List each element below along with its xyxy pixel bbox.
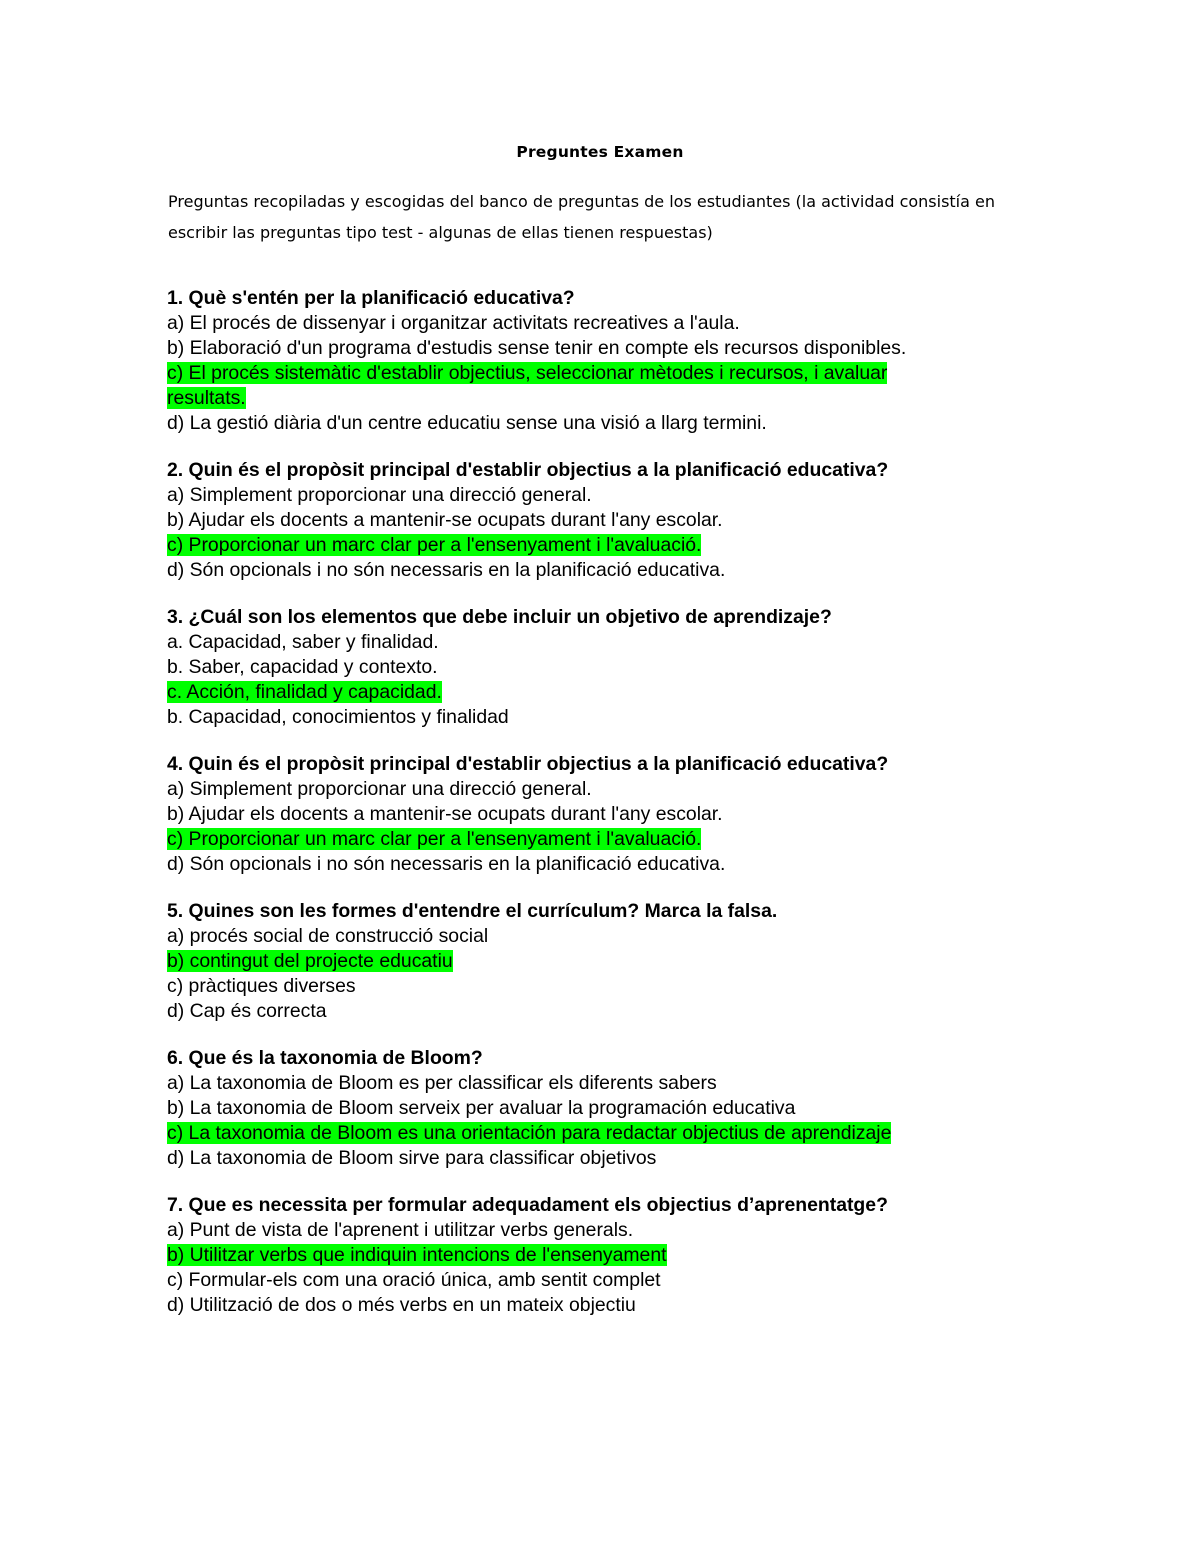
option-b: b) Ajudar els docents a mantenir-se ocupats durant l'any escolar. <box>167 509 723 531</box>
question-5 <box>167 899 1047 1024</box>
option-c <box>167 680 1047 705</box>
highlighted-answer: c. Acción, finalidad y capacidad. <box>167 681 442 703</box>
option-d: d) Són opcionals i no són necessaris en la planificació educativa. <box>167 853 726 875</box>
option-c <box>167 827 1047 852</box>
question-title: 2. Quin és el propòsit principal d'establir objectius a la planificació educativa? <box>167 459 889 481</box>
highlighted-answer: b) Utilitzar verbs que indiquin intencions de l'ensenyament <box>167 1244 667 1266</box>
question-2 <box>167 458 1047 583</box>
document-title: Preguntes Examen <box>516 143 684 161</box>
question-title: 4. Quin és el propòsit principal d'establir objectius a la planificació educativa? <box>167 753 889 775</box>
option-d: d) Utilització de dos o més verbs en un mateix objectiu <box>167 1294 636 1316</box>
highlighted-answer: c) Proporcionar un marc clar per a l'ensenyament i l'avaluació. <box>167 828 702 850</box>
question-title: 3. ¿Cuál son los elementos que debe incluir un objetivo de aprendizaje? <box>167 606 832 628</box>
option-a: a) El procés de dissenyar i organitzar activitats recreatives a l'aula. <box>167 312 740 334</box>
question-list <box>167 286 1047 1318</box>
option-a: a) Simplement proporcionar una direcció general. <box>167 484 592 506</box>
option-d: d) La gestió diària d'un centre educatiu sense una visió a llarg termini. <box>167 412 767 434</box>
question-4 <box>167 752 1047 877</box>
question-title: 6. Que és la taxonomia de Bloom? <box>167 1047 483 1069</box>
highlighted-answer: c) Proporcionar un marc clar per a l'ensenyament i l'avaluació. <box>167 534 702 556</box>
option-a: a) Simplement proporcionar una direcció general. <box>167 778 592 800</box>
question-title: 5. Quines son les formes d'entendre el currículum? Marca la falsa. <box>167 900 778 922</box>
question-1 <box>167 286 1047 436</box>
option-a: a) procés social de construcció social <box>167 925 489 947</box>
document-intro: Preguntas recopiladas y escogidas del banco de preguntas de los estudiantes (la actividad consistía en escribir las preguntas tipo test - algunas de ellas tienen respuestas) <box>168 192 995 242</box>
option-b <box>167 949 1047 974</box>
question-6 <box>167 1046 1047 1171</box>
option-a: a) Punt de vista de l'aprenent i utilitzar verbs generals. <box>167 1219 634 1241</box>
question-7 <box>167 1193 1047 1318</box>
highlighted-answer: c) La taxonomia de Bloom es una orientación para redactar objectius de aprendizaje <box>167 1122 892 1144</box>
option-b: b) Ajudar els docents a mantenir-se ocupats durant l'any escolar. <box>167 803 723 825</box>
option-a: a. Capacidad, saber y finalidad. <box>167 631 439 653</box>
option-c <box>167 361 907 411</box>
option-b: b. Saber, capacidad y contexto. <box>167 656 438 678</box>
option-c <box>167 533 1047 558</box>
option-b: b) Elaboració d'un programa d'estudis sense tenir en compte els recursos disponibles. <box>167 337 907 359</box>
question-3 <box>167 605 1047 730</box>
question-title: 7. Que es necessita per formular adequadament els objectius d’aprenentatge? <box>167 1194 888 1216</box>
option-c: c) pràctiques diverses <box>167 975 356 997</box>
option-d: b. Capacidad, conocimientos y finalidad <box>167 706 509 728</box>
option-d: d) La taxonomia de Bloom sirve para classificar objetivos <box>167 1147 657 1169</box>
highlighted-answer: b) contingut del projecte educatiu <box>167 950 453 972</box>
option-a: a) La taxonomia de Bloom es per classificar els diferents sabers <box>167 1072 717 1094</box>
option-b <box>167 1243 1047 1268</box>
option-d: d) Cap és correcta <box>167 1000 327 1022</box>
option-c <box>167 1121 1047 1146</box>
option-b: b) La taxonomia de Bloom serveix per avaluar la programación educativa <box>167 1097 796 1119</box>
option-c: c) Formular-els com una oració única, amb sentit complet <box>167 1269 661 1291</box>
option-d: d) Són opcionals i no són necessaris en la planificació educativa. <box>167 559 726 581</box>
question-title: 1. Què s'entén per la planificació educativa? <box>167 287 575 309</box>
highlighted-answer: c) El procés sistemàtic d'establir objectius, seleccionar mètodes i recursos, i avaluar resultats. <box>167 362 888 409</box>
